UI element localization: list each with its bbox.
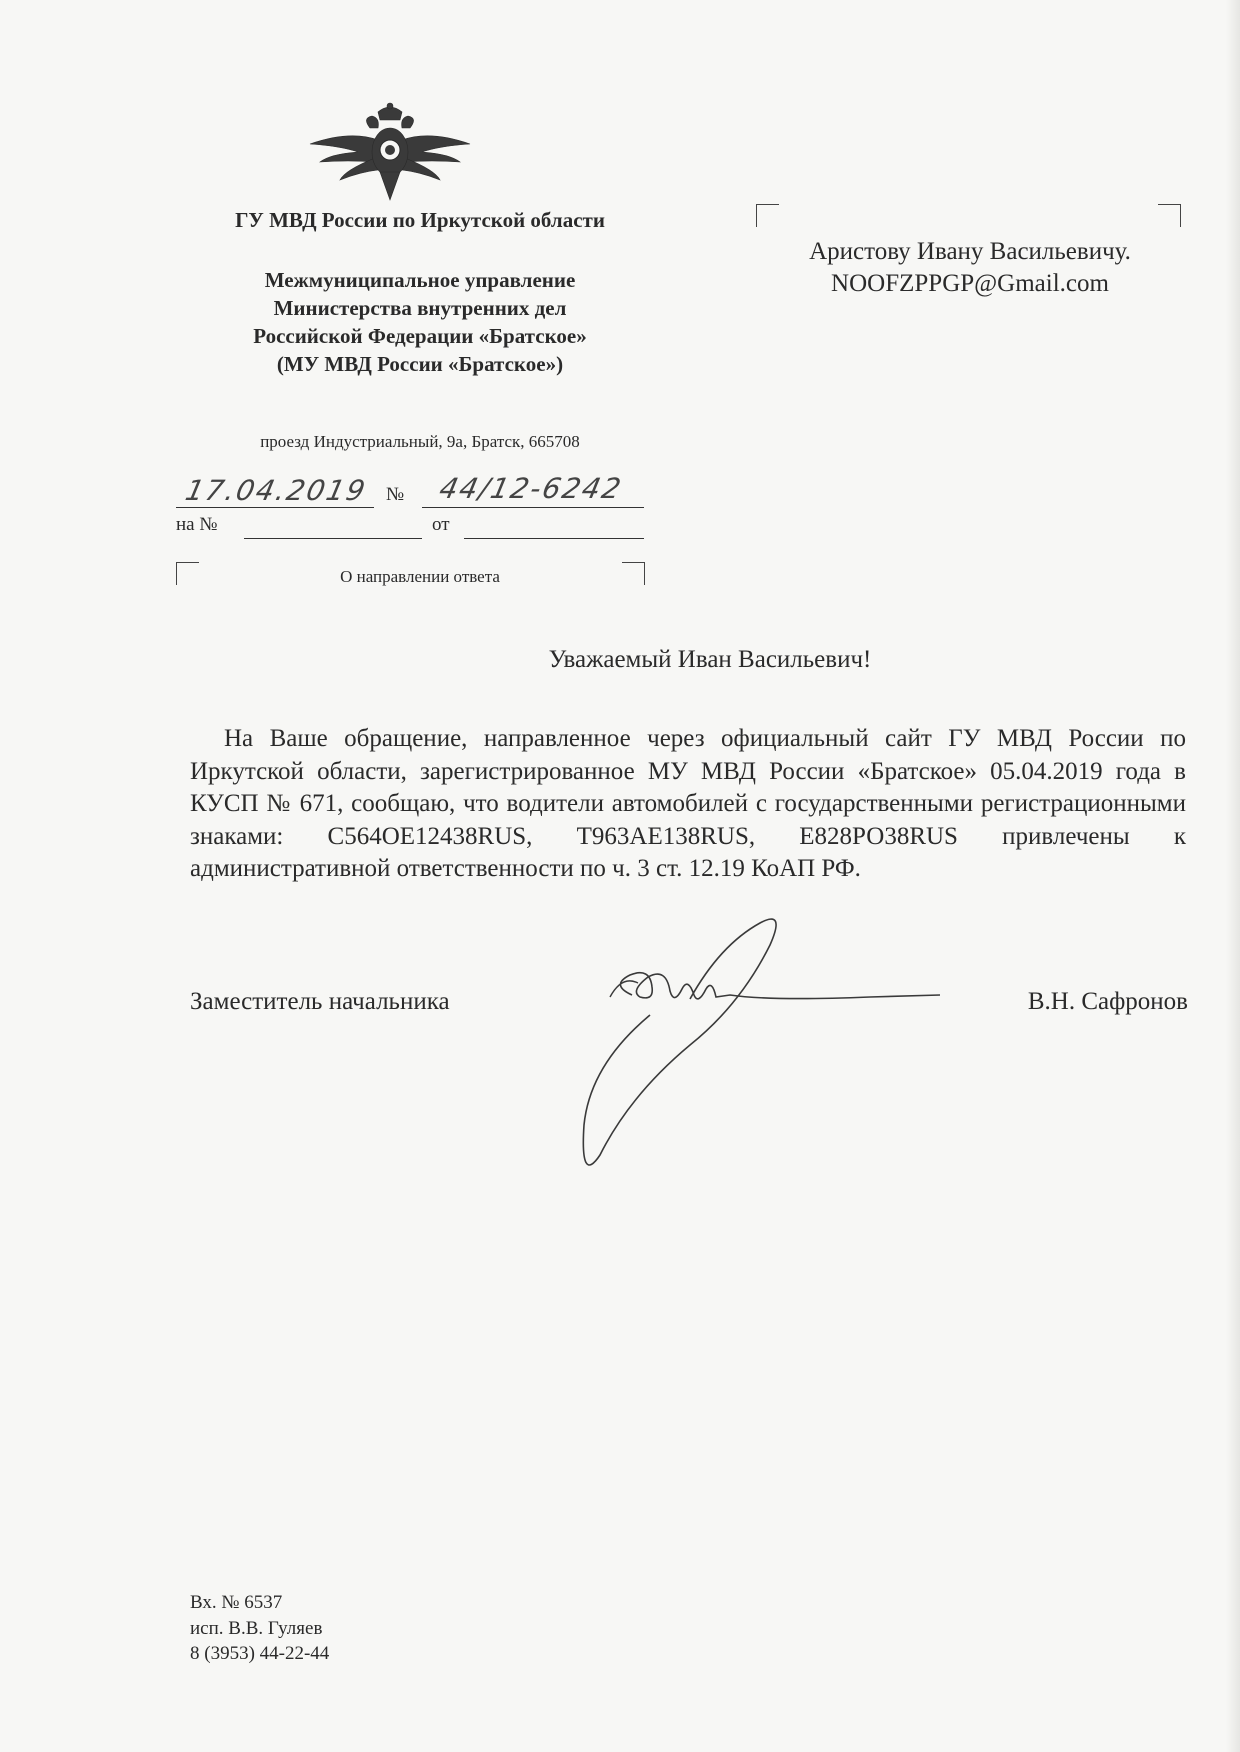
signer-position: Заместитель начальника: [190, 988, 450, 1015]
registration-date: 17.04.2019: [182, 474, 370, 507]
from-label: от: [432, 514, 450, 535]
incoming-number: Вх. № 6537: [190, 1592, 283, 1613]
recipient-email: NOOFZPPGP@Gmail.com: [831, 270, 1109, 297]
organization-subtitle-line: Межмуниципальное управление: [264, 268, 576, 292]
scan-edge-shadow: [1226, 0, 1240, 1752]
organization-subtitle-line: Министерства внутренних дел: [273, 296, 567, 320]
number-sign: №: [386, 484, 405, 505]
recipient-name: Аристову Ивану Васильевичу.: [809, 238, 1131, 265]
organization-subtitle: [160, 266, 680, 378]
subject-corner-right: [622, 562, 645, 585]
from-underline: [464, 538, 644, 539]
date-underline: [176, 507, 374, 508]
handwritten-signature: [570, 905, 950, 1175]
reference-underline: [244, 538, 422, 539]
recipient-block: [760, 236, 1180, 300]
recipient-corner-right: [1158, 204, 1181, 227]
number-underline: [422, 507, 644, 508]
letter-body: На Ваше обращение, направленное через официальный сайт ГУ МВД России по Иркутской области, зарегистрированное МУ МВД России «Братское» 05.04.2019 года в КУСП № 671, сообщаю, что водители автомобилей с государственными регистрационными знаками: С564ОЕ12438RUS, Т963АЕ138RUS, Е828РО38RUS привлечены к административной ответственности по ч. 3 ст. 12.19 КоАП РФ.: [190, 725, 1186, 882]
organization-main-title: ГУ МВД России по Иркутской области: [235, 208, 605, 232]
subject-corner-left: [176, 562, 199, 585]
organization-subtitle-line: Российской Федерации «Братское»: [253, 324, 587, 348]
letter-subject: О направлении ответа: [340, 567, 500, 586]
organization-subtitle-line: (МУ МВД России «Братское»): [276, 352, 564, 376]
executor-phone: 8 (3953) 44-22-44: [190, 1643, 330, 1664]
executor-name: исп. В.В. Гуляев: [190, 1617, 323, 1639]
recipient-corner-left: [756, 204, 779, 227]
organization-address: проезд Индустриальный, 9а, Братск, 665708: [260, 432, 580, 451]
registration-number: 44/12-6242: [436, 472, 626, 505]
letter-greeting: Уважаемый Иван Васильевич!: [548, 646, 872, 673]
reference-label: на №: [176, 514, 218, 535]
signer-name: В.Н. Сафронов: [1027, 988, 1188, 1015]
eagle-emblem-icon: [300, 100, 480, 210]
footer-block: [190, 1590, 329, 1667]
